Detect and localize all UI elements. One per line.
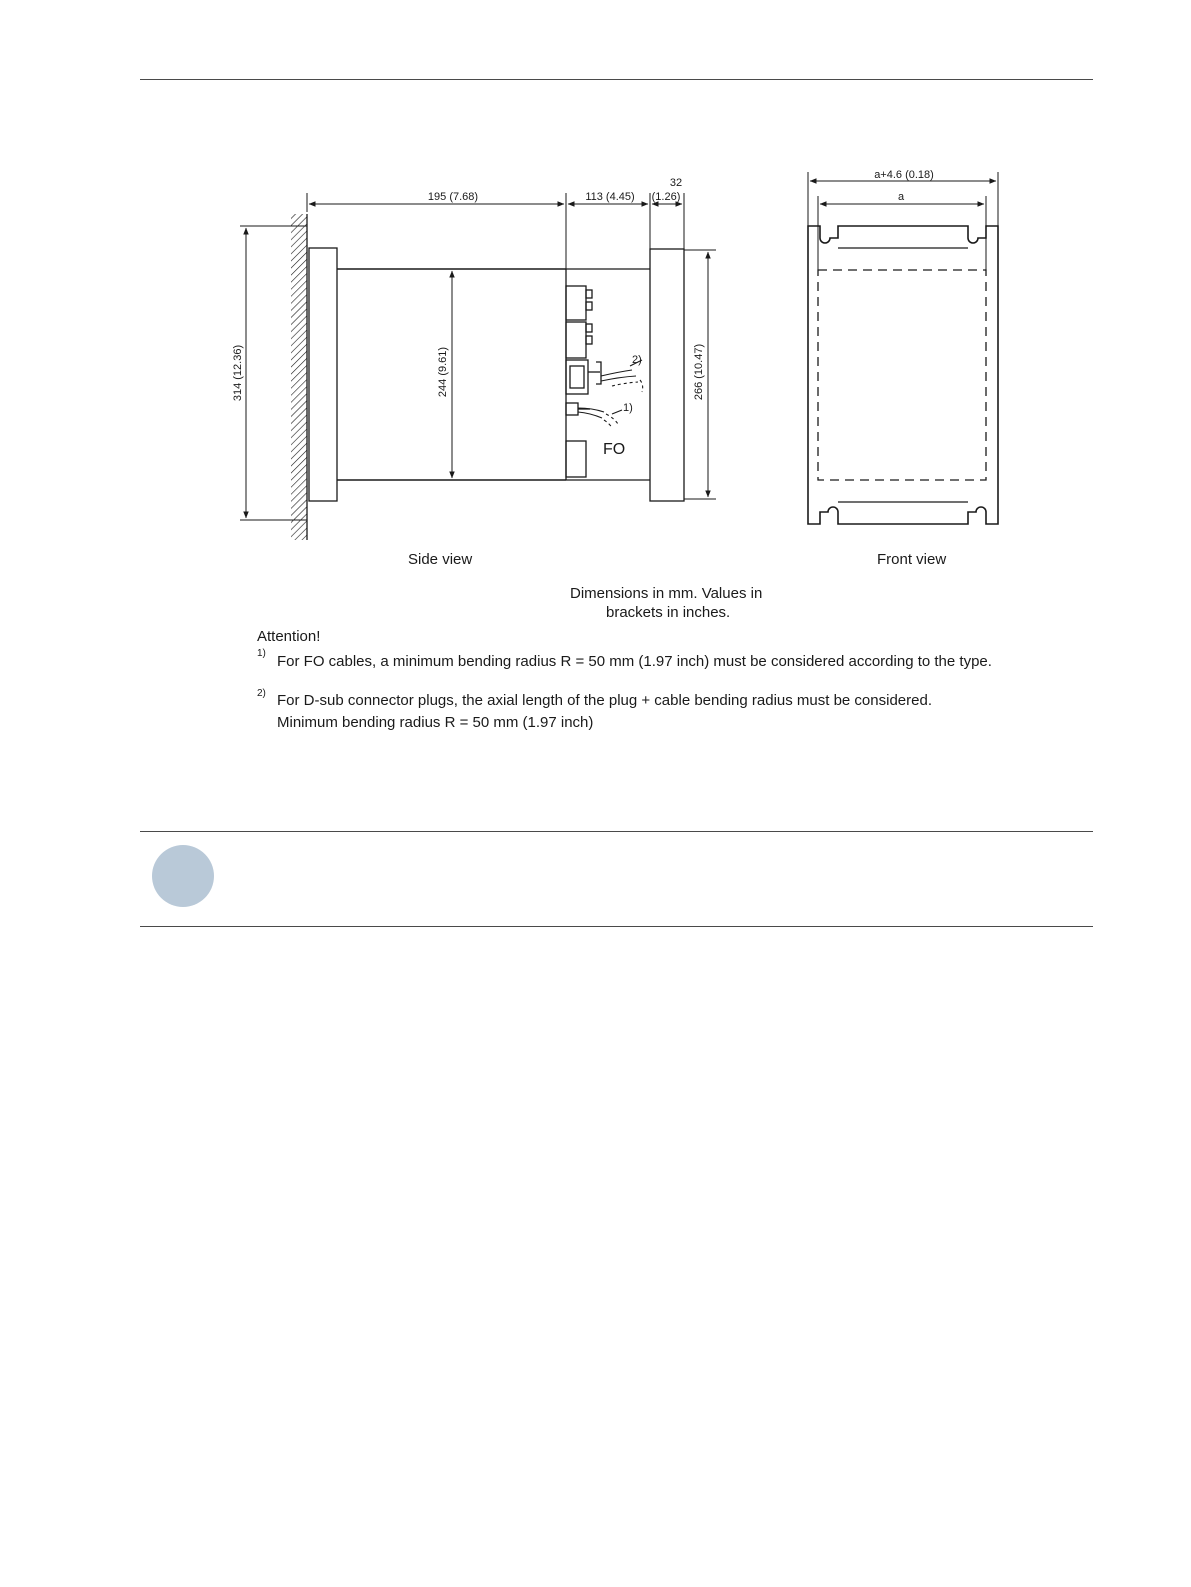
side-view [240, 193, 716, 540]
dimension-drawing [0, 0, 1191, 760]
front-view-caption: Front view [877, 551, 947, 568]
attention-heading: Attention! [257, 628, 321, 645]
units-note-line2: brackets in inches. [606, 604, 731, 621]
wall-hatch [291, 214, 307, 540]
dim-front-inner-width: a [897, 191, 905, 203]
dim-height-panel: 314 (12.36) [232, 344, 244, 402]
front-outline [808, 226, 998, 524]
rear-connectors [566, 286, 601, 477]
front-panel [309, 248, 337, 501]
front-view [808, 172, 998, 524]
note1-marker: 1) [257, 648, 266, 659]
note2-text-line2: Minimum bending radius R = 50 mm (1.97 inch) [277, 714, 594, 731]
info-box-top-rule [140, 831, 1093, 832]
dim-depth-cover-in: (1.26) [651, 191, 681, 203]
dim-front-outer-width: a+4.6 (0.18) [874, 169, 934, 181]
dim-height-cover: 266 (10.47) [693, 343, 705, 401]
info-box-bottom-rule [140, 926, 1093, 927]
callout-note2: 2) [632, 354, 642, 366]
fo-cable [578, 408, 622, 428]
info-icon [152, 845, 214, 907]
label-fo: FO [603, 441, 626, 458]
dim-depth-rear: 113 (4.45) [585, 191, 635, 203]
cutout-outline [818, 270, 986, 480]
dim-height-body: 244 (9.61) [437, 346, 449, 398]
callout-note1: 1) [623, 402, 633, 414]
rear-cover [650, 249, 684, 501]
note2-marker: 2) [257, 688, 266, 699]
dim-depth-main: 195 (7.68) [427, 191, 479, 203]
side-view-caption: Side view [408, 551, 473, 568]
note2-text-line1: For D-sub connector plugs, the axial length of the plug + cable bending radius must be considered. [277, 692, 932, 709]
dim-depth-cover-mm: 32 [669, 177, 683, 189]
units-note-line1: Dimensions in mm. Values in [570, 585, 763, 602]
note1-text: For FO cables, a minimum bending radius R = 50 mm (1.97 inch) must be considered according to the type. [277, 653, 992, 670]
